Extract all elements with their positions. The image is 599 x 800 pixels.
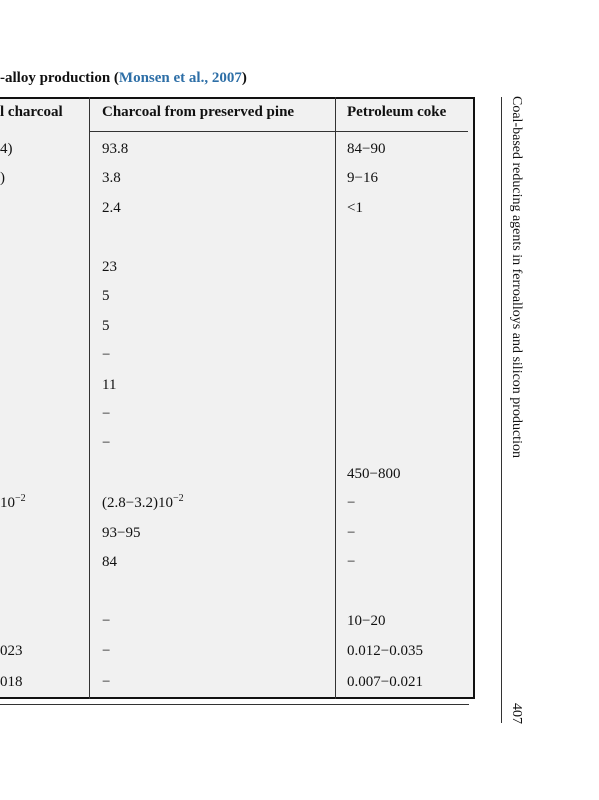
- table-bottom-rule: [0, 704, 469, 705]
- table-cell: 4): [0, 141, 13, 157]
- table-caption: [0, 70, 247, 87]
- table-cell: 023: [0, 643, 23, 659]
- table-cell: −: [347, 554, 356, 570]
- header-col-2: Charcoal from preserved pine: [102, 104, 295, 120]
- table-cell: −: [102, 643, 111, 659]
- running-head: Coal-based reducing agents in ferroalloys and silicon production: [509, 96, 524, 458]
- table-cell: 84: [102, 554, 117, 570]
- caption-citation-link[interactable]: Monsen et al., 2007: [118, 70, 242, 86]
- table-cell: <1: [347, 200, 363, 216]
- margin-rule: [501, 97, 502, 723]
- table-cell: 3.8: [102, 170, 121, 186]
- table-cell: ): [0, 170, 5, 186]
- table-cell: 0.012−0.035: [347, 643, 423, 659]
- table-cell: 84−90: [347, 141, 386, 157]
- table-cell: −: [347, 525, 356, 541]
- table-cell: 450−800: [347, 466, 401, 482]
- header-rule: [335, 131, 468, 132]
- table-cell: 5: [102, 318, 110, 334]
- table-cell: −: [102, 435, 111, 451]
- page-number: 407: [509, 703, 524, 724]
- table-cell: 2.4: [102, 200, 121, 216]
- table-cell: $10^{-2}$: [0, 493, 26, 511]
- header-col-3: Petroleum coke: [347, 104, 447, 120]
- table-cell: $(2.8-3.2)10^{-2}$: [102, 493, 184, 511]
- table-cell: 23: [102, 259, 117, 275]
- header-rule: [89, 131, 335, 132]
- table-cell: −: [102, 674, 111, 690]
- table-cell: −: [102, 613, 111, 629]
- table-cell: 93−95: [102, 525, 141, 541]
- table-cell: 018: [0, 674, 23, 690]
- column-divider: [89, 97, 90, 699]
- table-cell: 11: [102, 377, 117, 393]
- table-cell: −: [102, 406, 111, 422]
- table-cell: 0.007−0.021: [347, 674, 423, 690]
- table-cell: 93.8: [102, 141, 129, 157]
- table-cell: 5: [102, 288, 110, 304]
- header-col-1: l charcoal: [0, 104, 63, 120]
- table-cell: −: [102, 347, 111, 363]
- data-table: [0, 97, 475, 699]
- table-cell: 10−20: [347, 613, 386, 629]
- table-cell: −: [347, 495, 356, 511]
- caption-text: -alloy production (: [0, 70, 119, 86]
- column-divider: [335, 97, 336, 699]
- table-cell: 9−16: [347, 170, 378, 186]
- caption-close: ): [241, 70, 247, 86]
